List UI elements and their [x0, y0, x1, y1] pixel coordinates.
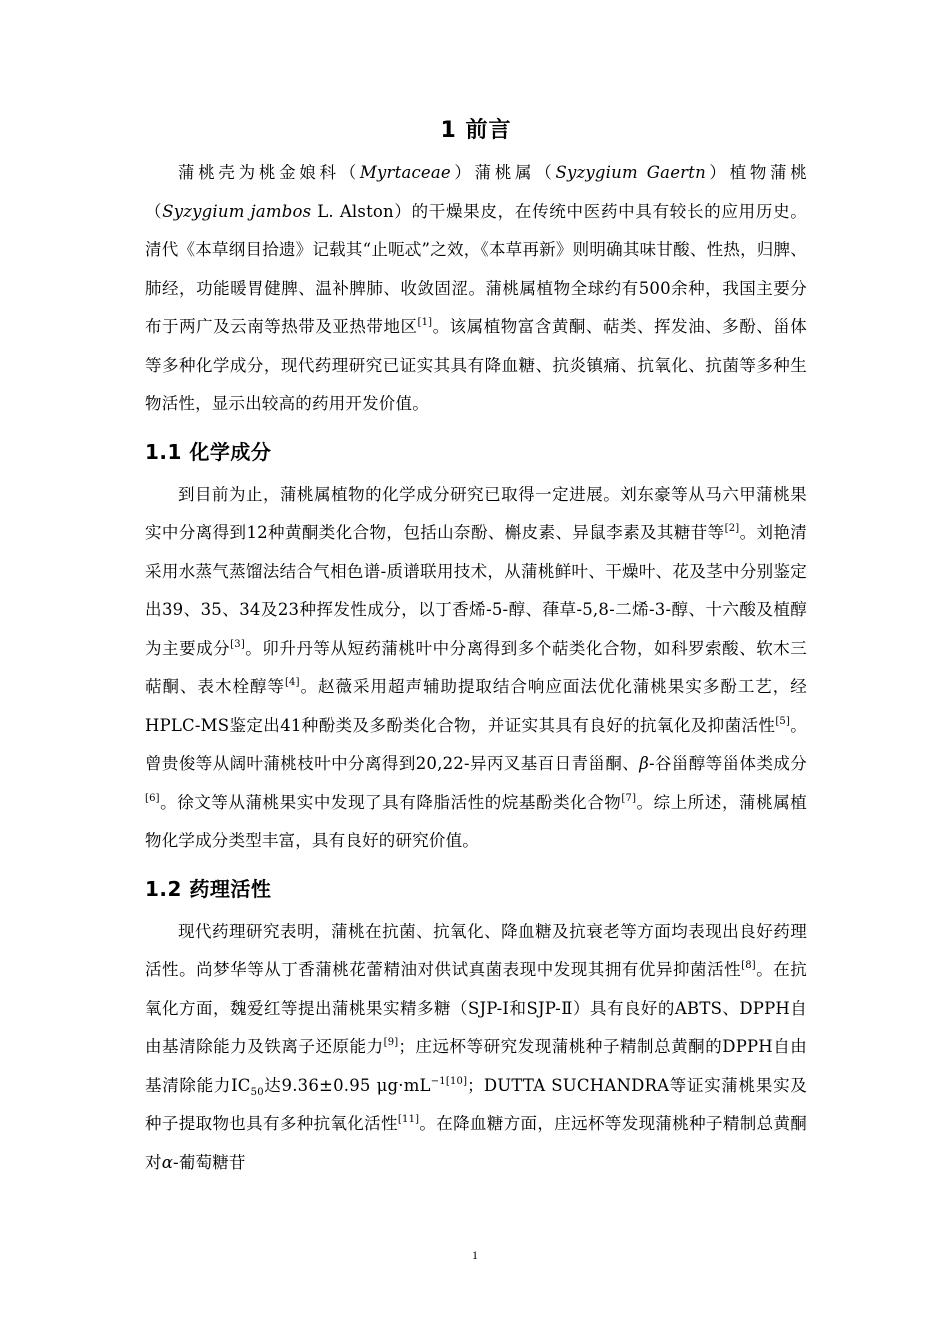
citation-11: [11]	[397, 1114, 420, 1125]
citation-9: [9]	[383, 1037, 399, 1048]
page-content	[145, 112, 807, 1182]
page-number: 1	[472, 1248, 478, 1262]
paragraph-intro: 蒲桃壳为桃金娘科（Myrtaceae）蒲桃属（Syzygium Gaertn）植物蒲桃（Syzygium jambos L. Alston）的干燥果皮，在传统中医药中具有较长的应用历史。清代《本草纲目拾遗》记载其“止呃忒”之效，《本草再新》则明确其味甘酸、性热，归脾、肺经，功能暖胃健脾、温补脾肺、收敛固涩。蒲桃属植物全球约有500余种，我国主要分布于两广及云南等热带及亚热带地区[1]。该属植物富含黄酮、萜类、挥发油、多酚、甾体等多种化学成分，现代药理研究已证实其具有降血糖、抗炎镇痛、抗氧化、抗菌等多种生物活性，显示出较高的药用开发价值。	[145, 163, 808, 413]
citation-6: [6]	[145, 792, 160, 804]
citation-3: [3]	[230, 638, 245, 650]
citation-1: [1]	[417, 317, 433, 328]
paragraph-pharmacology: 现代药理研究表明，蒲桃在抗菌、抗氧化、降血糖及抗衰老等方面均表现出良好药理活性。尚梦华等从丁香蒲桃花蕾精油对供试真菌表现中发现其拥有优异抑菌活性[8]。在抗氧化方面，魏爱红等提出蒲桃果实精多糖（SJP-I和SJP-Ⅱ）具有良好的ABTS、DPPH自由基清除能力及铁离子还原能力[9]；庄远杯等研究发现蒲桃种子精制总黄酮的DPPH自由基清除能力$IC_{50}$达9.36±0.95 $\mu g\cdot mL^{-1[10]}$；DUTTA SUCHANDRA等证实蒲桃果实及种子提取物也具有多种抗氧化活性[11]。在降血糖方面，庄远杯等发现蒲桃种子精制总黄酮对α-葡萄糖苷	[145, 921, 808, 1172]
section-title-chemistry: 1.1 化学成分	[145, 439, 272, 464]
citation-10: −1[10]	[430, 1075, 468, 1087]
subscript-50: 50	[250, 1086, 264, 1098]
citation-5: [5]	[775, 715, 791, 727]
citation-2: [2]	[724, 523, 740, 534]
paragraph-chemistry: 到目前为止，蒲桃属植物的化学成分研究已取得一定进展。刘东豪等从马六甲蒲桃果实中分离得到12种黄酮类化合物，包括山奈酚、槲皮素、异鼠李素及其糖苷等[2]。刘艳清采用水蒸气蒸馏法结合气相色谱-质谱联用技术，从蒲桃鲜叶、干燥叶、花及茎中分别鉴定出39、35、34及23种挥发性成分，以丁香烯-5-醇、葎草-5,8-二烯-3-醇、十六酸及植醇为主要成分[3]。卯升丹等从短药蒲桃叶中分离得到多个萜类化合物，如科罗索酸、软木三萜酮、表木栓醇等[4]。赵薇采用超声辅助提取结合响应面法优化蒲桃果实多酚工艺，经HPLC-MS鉴定出41种酚类及多酚类化合物，并证实其具有良好的抗氧化及抑菌活性[5]。曾贵俊等从阔叶蒲桃枝叶中分离得到20,22-异丙叉基百日青甾酮、β-谷甾醇等甾体类成分[6]。徐文等从蒲桃果实中发现了具有降脂活性的烷基酚类化合物[7]。综上所述，蒲桃属植物化学成分类型丰富，具有良好的研究价值。	[145, 484, 808, 850]
section-title-pharmacology: 1.2 药理活性	[145, 876, 272, 901]
section-title-intro: 1 前言	[440, 118, 512, 143]
citation-7: [7]	[621, 792, 637, 804]
citation-8: [8]	[741, 960, 756, 971]
citation-4: [4]	[284, 677, 300, 688]
